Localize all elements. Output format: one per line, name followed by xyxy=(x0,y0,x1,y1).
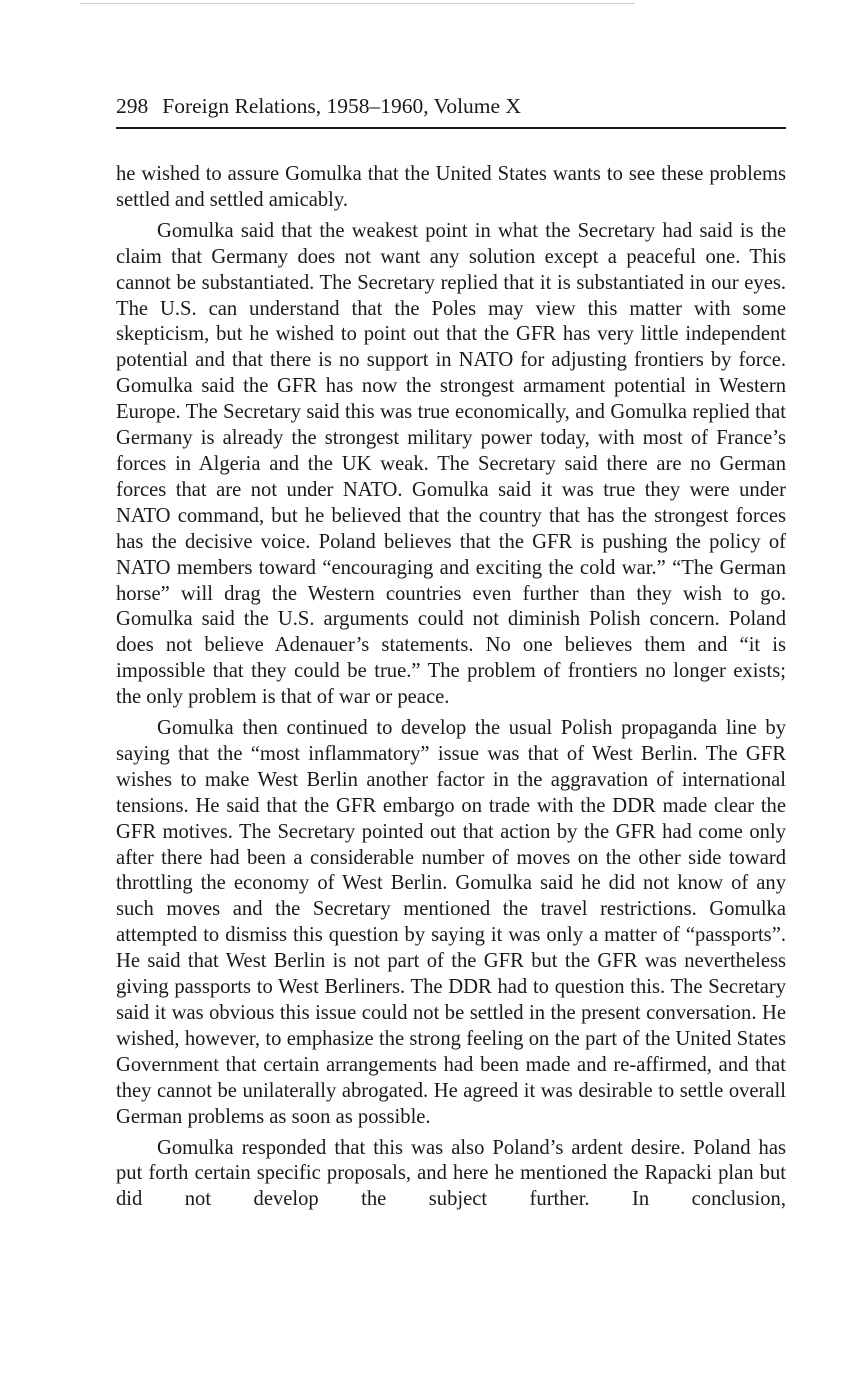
paragraph: Gomulka then continued to develop the usual Polish propaganda line by saying that the “most inflammatory” issue was that of West Berlin. The GFR wishes to make West Berlin another factor in the aggravation of international tensions. He said that the GFR embargo on trade with the DDR made clear the GFR motives. The Secretary pointed out that action by the GFR had come only after there had been a considerable number of moves on the other side toward throttling the economy of West Berlin. Gomulka said he did not know of any such moves and the Secretary mentioned the travel restrictions. Gomulka attempted to dismiss this question by saying it was only a matter of “passports”. He said that West Berlin is not part of the GFR but the GFR was nevertheless giving passports to West Berliners. The DDR had to question this. The Secretary said it was obvious this issue could not be settled in the present conversation. He wished, however, to emphasize the strong feeling on the part of the United States Government that certain arrangements had been made and re-affirmed, and that they cannot be unilaterally abrogated. He agreed it was desirable to settle overall German problems as soon as possible. xyxy=(116,717,786,1128)
paragraph-final: Gomulka responded that this was also Poland’s ardent desire. Poland has put forth certain specific proposals, and here he mentioned the Rapacki plan but did not develop the subject further. In conclusion, xyxy=(116,1136,786,1211)
paragraph-continued: he wished to assure Gomulka that the United States wants to see these problems settled and settled amicably. xyxy=(116,163,786,211)
body-text xyxy=(116,162,786,1218)
page-number: 298 xyxy=(116,94,149,118)
volume-title: Foreign Relations, 1958–1960, Volume X xyxy=(162,94,521,118)
scan-edge-line xyxy=(80,3,635,4)
running-head xyxy=(116,94,786,119)
header-rule xyxy=(116,127,786,129)
paragraph: Gomulka said that the weakest point in what the Secretary had said is the claim that Germany does not want any solution except a peaceful one. This cannot be substantiated. The Secretary replied that it is substantiated in our eyes. The U.S. can understand that the Poles may view this matter with some skepticism, but he wished to point out that the GFR has very little independent potential and that there is no support in NATO for adjusting frontiers by force. Gomulka said the GFR has now the strongest armament potential in Western Europe. The Secretary said this was true economically, and Gomulka replied that Germany is already the strongest military power today, with most of France’s forces in Algeria and the UK weak. The Secretary said there are no German forces that are not under NATO. Gomulka said it was true they were under NATO command, but he believed that the country that has the strongest forces has the decisive voice. Poland believes that the GFR is pushing the policy of NATO members toward “encouraging and exciting the cold war.” “The German horse” will drag the Western countries even further than they wish to go. Gomulka said the U.S. arguments could not diminish Polish concern. Poland does not believe Adenauer’s statements. No one believes them and “it is impossible that they could be true.” The problem of frontiers no longer exists; the only problem is that of war or peace. xyxy=(116,219,786,709)
